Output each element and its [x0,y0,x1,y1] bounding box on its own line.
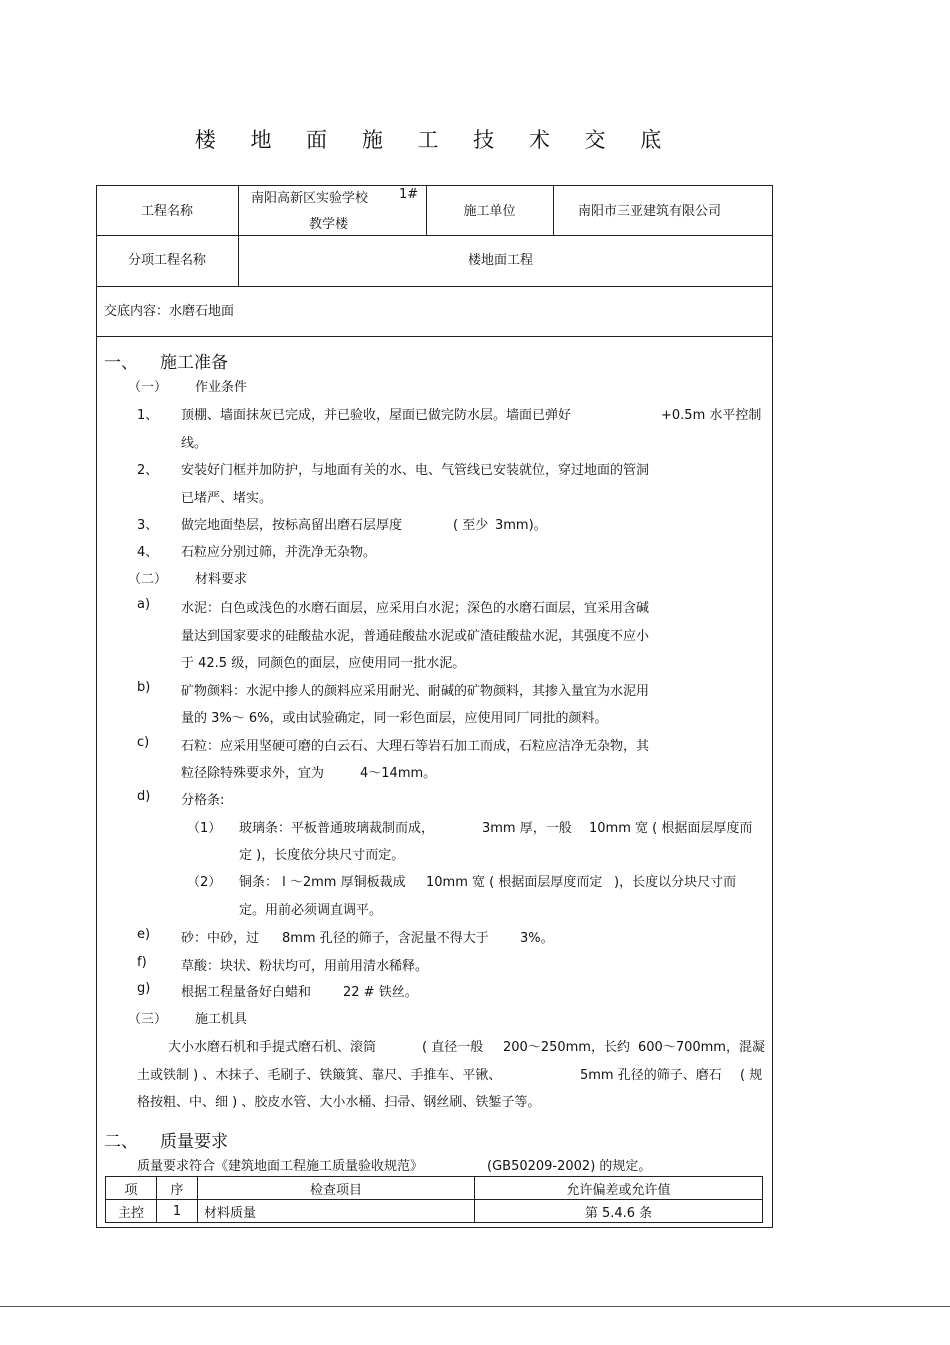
section2-number: 二、 [104,1132,138,1152]
item-text: 量的 3%～ 6%，或由试验确定，同一彩色面层，应使用同厂同批的颜料。 [181,711,608,726]
item-text: 铜条： l ～2mm 厚铜板裁成 [239,875,406,890]
sub1-number: （一） [128,380,168,395]
item-letter: f) [137,955,147,970]
item-text: 线。 [181,436,208,451]
item-text: 根据工程量备好白蜡和 [181,985,312,1000]
item-text: 于 42.5 级，同颜色的面层，应使用同一批水泥。 [181,656,466,671]
table-header-cell: 项 [106,1177,157,1200]
item-text: 顶棚、墙面抹灰已完成，并已验收，屋面已做完防水层。墙面已弹好 [181,408,572,423]
item-text: 砂：中砂，过 [181,931,260,946]
divider [96,235,773,236]
table-cell: 第 5.4.6 条 [475,1200,763,1223]
item-text: +0.5m 水平控制 [661,408,762,423]
item-text: 22 # 铁丝。 [343,985,418,1000]
tools-text: ( 规 [740,1068,763,1083]
table-cell: 材料质量 [198,1200,475,1223]
tools-text: 格按粗、中、细 ) 、胶皮水管、大小水桶、扫帚、钢丝刷、铁錾子等。 [137,1095,541,1110]
section2-heading: 质量要求 [160,1132,228,1152]
item-number: 2、 [137,463,159,478]
item-text: 安装好门框并加防护，与地面有关的水、电、气管线已安装就位，穿过地面的管洞 [181,463,650,478]
item-text: ( 至少 [453,518,489,533]
item-text: 3mm 厚，一般 [482,821,572,836]
item-number: 1、 [137,408,159,423]
divider [96,336,773,337]
item-text: 草酸：块状、粉状均可，用前用清水稀释。 [181,959,429,974]
item-text: )，长度以分块尺寸而 [614,875,737,890]
item-text: 4～14mm。 [360,766,437,781]
item-letter: c) [137,735,150,750]
page-bottom-rule [0,1306,950,1307]
item-text: 定 )，长度依分块尺寸而定。 [239,848,405,863]
divider [238,185,239,286]
tools-text: 大小水磨石机和手提式磨石机、滚筒 [168,1040,377,1055]
contractor-label: 施工单位 [463,204,516,219]
item-number: 3、 [137,518,159,533]
tools-text: 600～700mm，混凝 [638,1040,765,1055]
item-letter: e) [137,927,151,942]
sub-item-number: （2） [187,875,222,890]
subitem-label: 分项工程名称 [127,253,206,268]
item-text: 10mm 宽 ( 根据面层厚度而 [589,821,753,836]
table-header-row [106,1177,763,1200]
sub3-number: （三） [128,1012,168,1027]
item-letter: a) [137,597,151,612]
item-text: 8mm 孔径的筛子，含泥量不得大于 [282,931,489,946]
item-text: 石粒：应采用坚硬可磨的白云石、大理石等岩石加工而成，石粒应洁净无杂物，其 [181,739,650,754]
item-letter: b) [137,680,151,695]
item-text: 玻璃条：平板普通玻璃裁制而成， [239,821,435,836]
project-name-value-line2: 教学楼 [309,217,349,232]
item-text: 10mm 宽 ( 根据面层厚度而定 [426,875,603,890]
item-text: 3%。 [520,931,554,946]
sub2-number: （二） [128,572,168,587]
sub-item-number: （1） [187,821,222,836]
page-title: 楼 地 面 施 工 技 术 交 底 [194,128,676,152]
table-cell: 主控 [106,1200,157,1223]
table-row [106,1200,763,1223]
item-text: 分格条: [181,793,225,808]
tools-text: 土或铁制 ) 、木抹子、毛刷子、铁簸箕、靠尺、手推车、平锹、 [137,1068,502,1083]
section1-number: 一、 [104,353,138,373]
item-letter: d) [137,789,151,804]
section1-heading: 施工准备 [160,353,228,373]
table-header-cell: 检查项目 [198,1177,475,1200]
item-text: 矿物颜料：水泥中掺人的颜料应采用耐光、耐碱的矿物颜料，其掺入量宜为水泥用 [181,684,650,699]
subitem-value: 楼地面工程 [467,253,533,268]
item-number: 4、 [137,545,159,560]
project-name-value: 南阳高新区实验学校 [251,191,369,206]
disclosure-content: 交底内容：水磨石地面 [104,304,235,319]
contractor-value: 南阳市三亚建筑有限公司 [578,204,722,219]
item-text: 定。用前必须调直调平。 [239,903,383,918]
table-header-cell: 允许偏差或允许值 [475,1177,763,1200]
sub2-heading: 材料要求 [195,572,248,587]
project-name-label: 工程名称 [140,204,193,219]
table-cell: 1 [157,1200,198,1223]
divider [553,185,554,235]
tools-text: 5mm 孔径的筛子、磨石 [580,1068,722,1083]
item-text: 做完地面垫层，按标高留出磨石层厚度 [181,518,403,533]
quality-intro-standard: (GB50209-2002) 的规定。 [487,1159,652,1174]
sub1-heading: 作业条件 [195,380,248,395]
item-letter: g) [137,981,151,996]
tools-text: ( 直径一般 [422,1040,484,1055]
divider [96,286,773,287]
sub3-heading: 施工机具 [195,1012,248,1027]
item-text: 石粒应分别过筛，并洗净无杂物。 [181,545,377,560]
item-text: 水泥：白色或浅色的水磨石面层，应采用白水泥；深色的水磨石面层，宜采用含碱 [181,601,650,616]
item-text: 粒径除特殊要求外，宜为 [181,766,325,781]
item-text: 已堵严、堵实。 [181,491,273,506]
table-header-cell: 序 [157,1177,198,1200]
item-text: 3mm)。 [495,518,547,533]
project-name-number: 1# [399,187,419,202]
item-text: 量达到国家要求的硅酸盐水泥，普通硅酸盐水泥或矿渣硅酸盐水泥，其强度不应小 [181,629,650,644]
quality-intro: 质量要求符合《建筑地面工程施工质量验收规范》 [137,1159,424,1174]
tools-text: 200～250mm，长约 [503,1040,630,1055]
quality-table [105,1176,763,1223]
